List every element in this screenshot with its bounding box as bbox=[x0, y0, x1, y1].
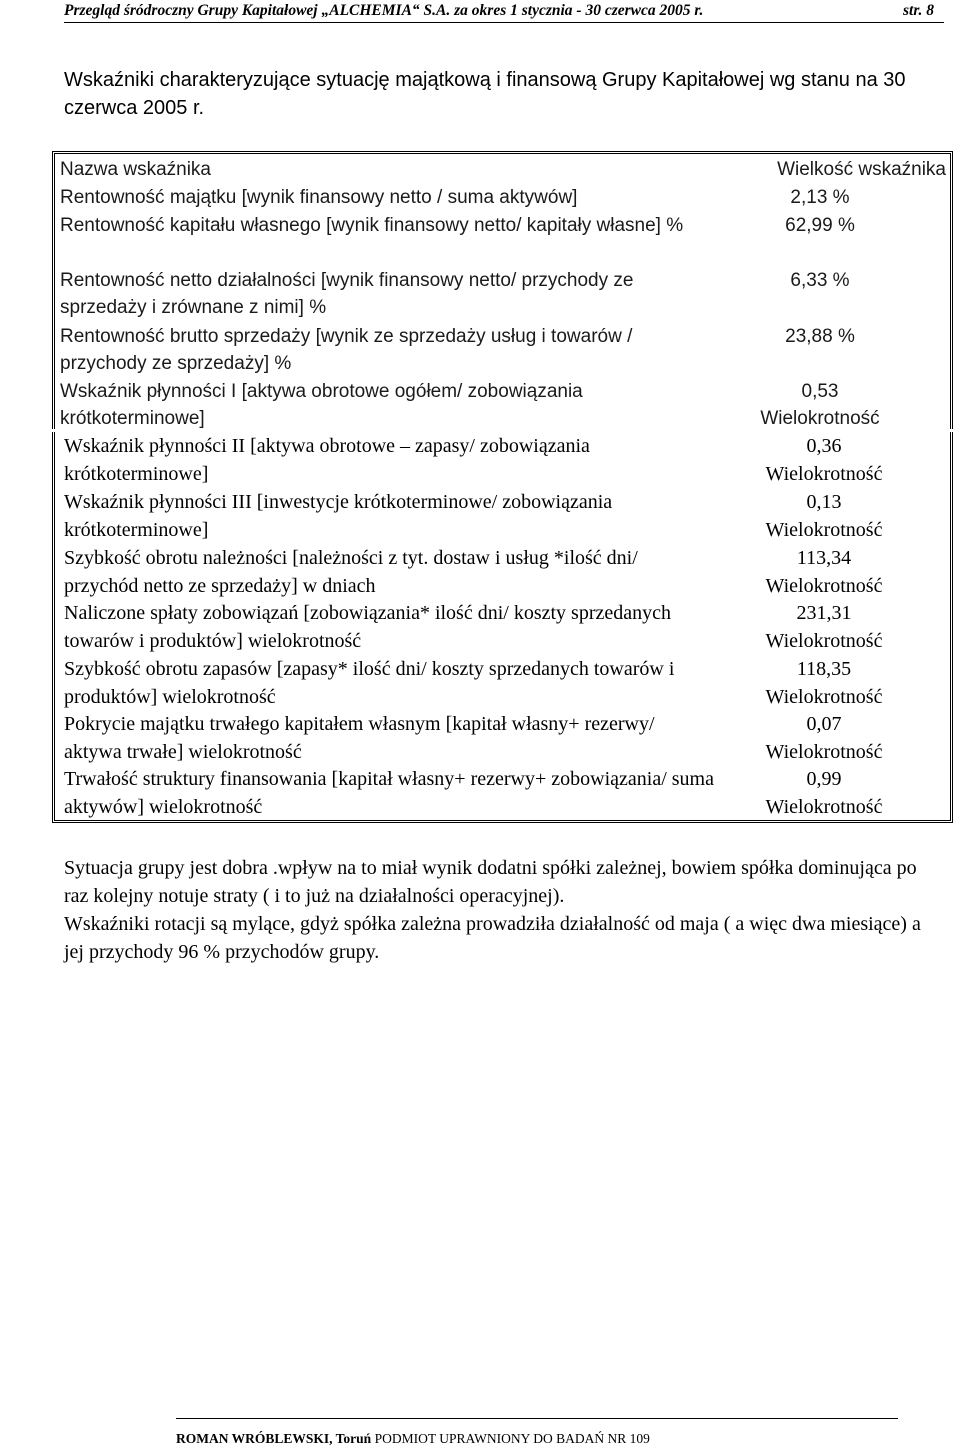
indicator-value: 62,99 % bbox=[785, 215, 855, 236]
summary-text bbox=[64, 854, 944, 966]
indicator-unit: Wielokrotność bbox=[765, 740, 883, 763]
indicator-name: Rentowność kapitału własnego [wynik finansowy netto/ kapitały własne] % bbox=[60, 215, 684, 236]
indicator-value: 0,13 Wielokrotność bbox=[714, 489, 934, 544]
header-title: Przegląd śródroczny Grupy Kapitałowej „ALCHEMIA“ S.A. za okres 1 stycznia - 30 czerwca 2005 r. bbox=[64, 2, 704, 19]
indicator-name: Rentowność majątku [wynik finansowy netto / suma aktywów] bbox=[60, 187, 578, 208]
indicator-value: 0,36 Wielokrotność bbox=[714, 433, 934, 488]
indicator-value: 0,53 Wielokrotność bbox=[710, 378, 930, 432]
indicator-value: 0,99 Wielokrotność bbox=[714, 766, 934, 821]
indicator-name: Wskaźnik płynności I [aktywa obrotowe ogółem/ zobowiązania krótkoterminowe] bbox=[60, 381, 583, 429]
indicator-value: 118,35 Wielokrotność bbox=[714, 656, 934, 711]
col-value-header: Wielkość wskaźnika bbox=[777, 159, 946, 180]
summary-paragraph: Sytuacja grupy jest dobra .wpływ na to miał wynik dodatni spółki zależnej, bowiem spółka dominująca po raz kolejny notuje straty ( i to już na działalności operacyjnej). bbox=[64, 857, 917, 907]
indicator-value: 113,34 Wielokrotność bbox=[714, 545, 934, 600]
page-number: str. 8 bbox=[902, 2, 934, 19]
indicator-unit: Wielokrotność bbox=[765, 462, 883, 485]
indicator-unit: Wielokrotność bbox=[765, 685, 883, 708]
indicator-unit: Wielokrotność bbox=[765, 795, 883, 818]
page-header bbox=[64, 0, 944, 23]
indicator-name: Rentowność netto działalności [wynik finansowy netto/ przychody ze sprzedaży i zrównane z nimi] % bbox=[60, 270, 634, 318]
indicator-name: Szybkość obrotu zapasów [zapasy* ilość dni/ koszty sprzedanych towarów i produktów] wielokrotność bbox=[64, 658, 675, 708]
auditor-registration: PODMIOT UPRAWNIONY DO BADAŃ NR 109 bbox=[371, 1431, 650, 1446]
indicator-name: Naliczone spłaty zobowiązań [zobowiązania* ilość dni/ koszty sprzedanych towarów i produktów] wielokrotność bbox=[64, 602, 672, 652]
indicator-unit: Wielokrotność bbox=[765, 574, 883, 597]
indicator-value: 6,33 % bbox=[790, 270, 850, 291]
indicator-name: Szybkość obrotu należności [należności z tyt. dostaw i usług *ilość dni/ przychód netto ze sprzedaży] w dniach bbox=[64, 547, 638, 597]
page-footer bbox=[176, 1418, 898, 1447]
indicator-value: 231,31 Wielokrotność bbox=[714, 600, 934, 655]
col-name-header: Nazwa wskaźnika bbox=[60, 159, 211, 180]
indicator-name: Wskaźnik płynności III [inwestycje krótkoterminowe/ zobowiązania krótkoterminowe] bbox=[64, 491, 613, 541]
indicator-name: Trwałość struktury finansowania [kapitał własny+ rezerwy+ zobowiązania/ suma aktywów] wielokrotność bbox=[64, 768, 714, 818]
section-intro: Wskaźniki charakteryzujące sytuację majątkową i finansową Grupy Kapitałowej wg stanu na 30 czerwca 2005 r. bbox=[64, 69, 906, 119]
indicator-value: 0,07 Wielokrotność bbox=[714, 711, 934, 766]
indicator-value: 23,88 % bbox=[785, 326, 855, 347]
indicator-unit: Wielokrotność bbox=[765, 518, 883, 541]
indicator-unit: Wielokrotność bbox=[760, 408, 880, 429]
indicator-unit: Wielokrotność bbox=[765, 629, 883, 652]
summary-paragraph: Wskaźniki rotacji są mylące, gdyż spółka zależna prowadziła działalność od maja ( a więc dwa miesiące) a jej przychody 96 % przychodów grupy. bbox=[64, 913, 921, 963]
indicator-value: 2,13 % bbox=[790, 187, 850, 208]
indicator-name: Rentowność brutto sprzedaży [wynik ze sprzedaży usług i towarów / przychody ze sprzedaży] % bbox=[60, 326, 633, 374]
auditor-name: ROMAN WRÓBLEWSKI, Toruń bbox=[176, 1431, 372, 1446]
indicator-name: Wskaźnik płynności II [aktywa obrotowe – zapasy/ zobowiązania krótkoterminowe] bbox=[64, 435, 590, 485]
indicator-name: Pokrycie majątku trwałego kapitałem własnym [kapitał własny+ rezerwy/ aktywa trwałe] wielokrotność bbox=[64, 713, 655, 763]
